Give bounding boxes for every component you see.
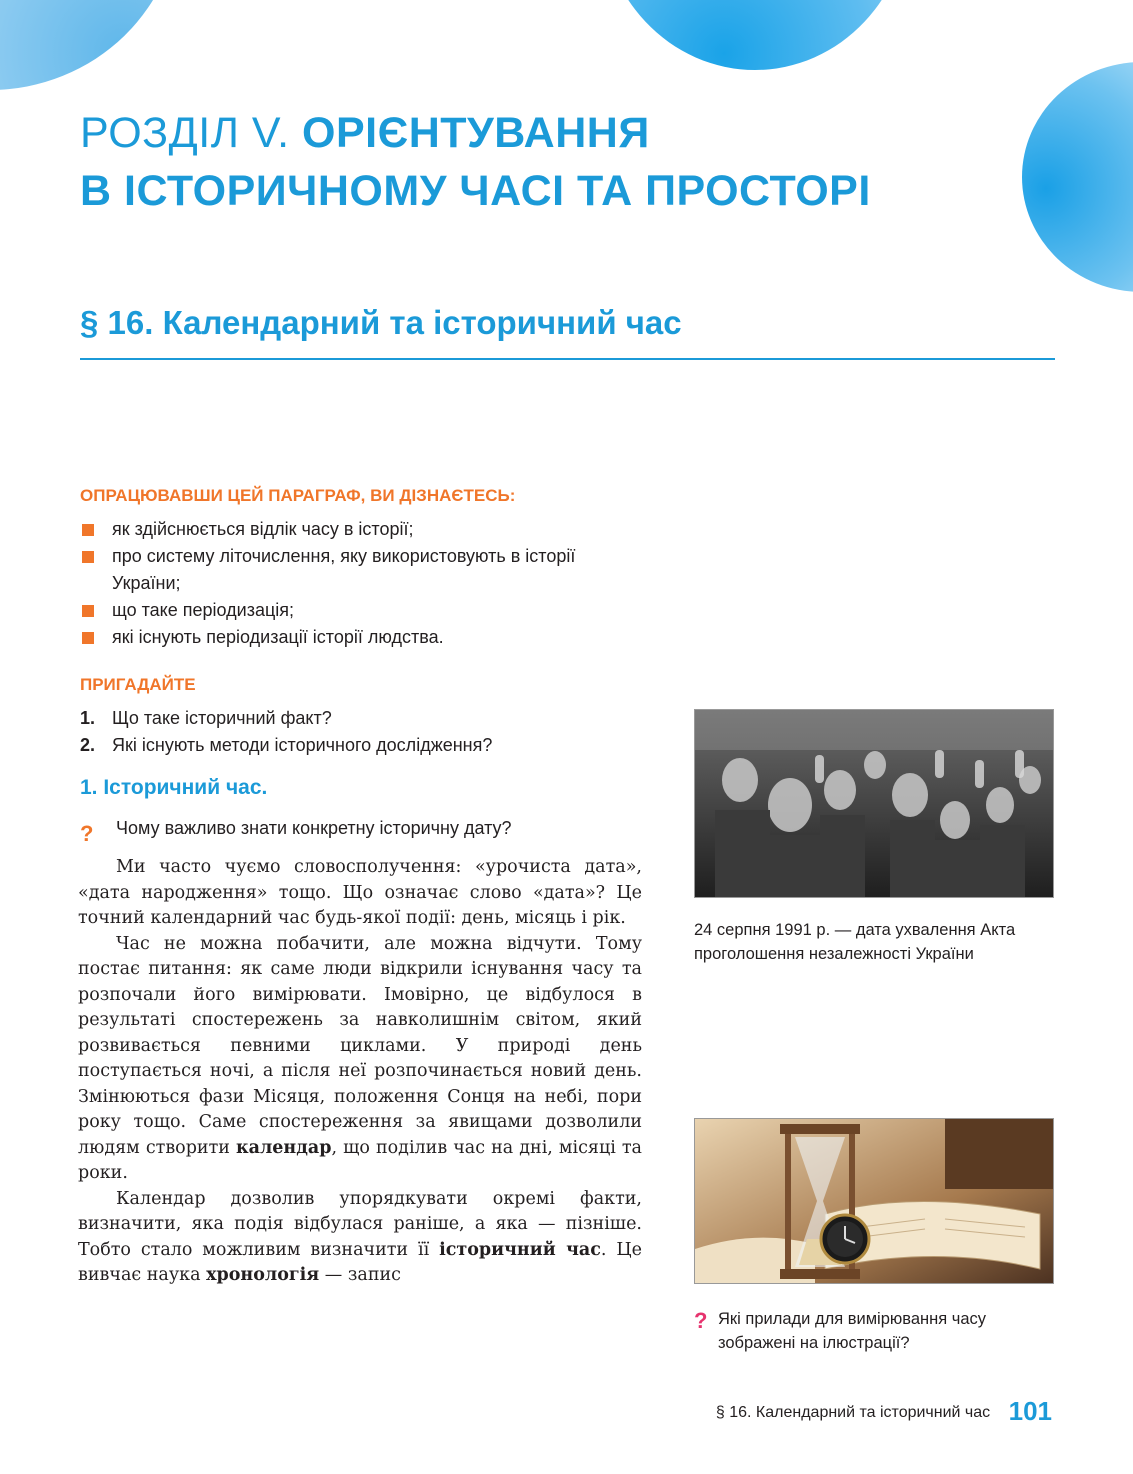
question-mark-icon: ?	[80, 821, 94, 846]
photo-time-instruments	[694, 1118, 1054, 1284]
recall-list	[80, 705, 640, 759]
decorative-circle-right	[1022, 62, 1133, 292]
hourglass-book-illustration	[695, 1119, 1054, 1284]
chapter-heading	[80, 104, 1020, 220]
paragraph: Календар дозволив упорядкувати окремі факти, визначити, яка подія відбулася раніше, а яка — пізніше. Тобто стало можливим визначити її історичний час. Це вивчає наука хронологія — запис	[78, 1188, 642, 1285]
question-mark-icon: ?	[694, 1308, 708, 1333]
section-title: § 16. Календарний та історичний час	[80, 304, 1055, 360]
learn-item: які існують періодизації історії людства.	[80, 624, 640, 651]
term-calendar: календар	[235, 1137, 332, 1158]
bullet-square-icon	[82, 632, 94, 644]
term-historical-time: історичний час	[439, 1239, 601, 1260]
recall-item: 2. Які існують методи історичного дослідження?	[80, 735, 493, 755]
photo-independence-declaration	[694, 709, 1054, 898]
subsection-title: 1. Історичний час.	[80, 776, 268, 799]
bullet-square-icon	[82, 605, 94, 617]
paragraph: Час не можна побачити, але можна відчути. Тому постає питання: як саме люди відкрили існування часу та розпочали його вимірювати. Імовірно, це відбулося в результаті спостережень за навколишнім світом, який розвивається певними циклами. У природі день поступається ночі, а після неї розпочинається новий день. Змінюються фази Місяця, положення Сонця на небі, пори року тощо. Саме спостереження за явищами дозволили людям створити календар, що поділив час на дні, місяці та роки.	[78, 933, 642, 1183]
learn-heading: ОПРАЦЮВАВШИ ЦЕЙ ПАРАГРАФ, ВИ ДІЗНАЄТЕСЬ:	[80, 486, 516, 505]
photo-caption: 24 серпня 1991 р. — дата ухвалення Акта проголошення незалежності України	[694, 921, 1016, 963]
learn-item: про систему літочислення, яку використовують в історії України;	[80, 543, 640, 597]
term-chronology: хронологія	[206, 1265, 320, 1285]
page-number: 101	[1008, 1396, 1052, 1426]
learn-list	[80, 516, 640, 651]
page-footer	[692, 1396, 1052, 1427]
bullet-square-icon	[82, 551, 94, 563]
subsection-question: ? Чому важливо знати конкретну історичну дату?	[80, 818, 512, 846]
chapter-title-line1: ОРІЄНТУВАННЯ	[302, 109, 650, 157]
learn-item: що таке періодизація;	[80, 597, 640, 624]
running-title: § 16. Календарний та історичний час	[715, 1404, 991, 1421]
paragraph: Ми часто чуємо словосполучення: «урочиста дата», «дата народження» тощо. Що означає слово «дата»? Це точний календарний час будь-якої події: день, місяць і рік.	[78, 857, 642, 928]
crowd-photo-illustration	[695, 710, 1054, 898]
chapter-prefix: РОЗДІЛ V.	[80, 109, 290, 157]
chapter-title-line2: В ІСТОРИЧНОМУ ЧАСІ ТА ПРОСТОРІ	[80, 167, 871, 215]
learn-item: як здійснюється відлік часу в історії;	[80, 516, 640, 543]
body-text	[78, 855, 642, 1289]
recall-heading: ПРИГАДАЙТЕ	[80, 675, 196, 694]
photo-question: ? Які прилади для вимірювання часу зображені на ілюстрації?	[694, 1308, 987, 1352]
decorative-circle-top-left	[0, 0, 180, 90]
recall-item: 1. Що таке історичний факт?	[80, 708, 332, 728]
decorative-circle-top-center	[600, 0, 910, 70]
bullet-square-icon	[82, 524, 94, 536]
